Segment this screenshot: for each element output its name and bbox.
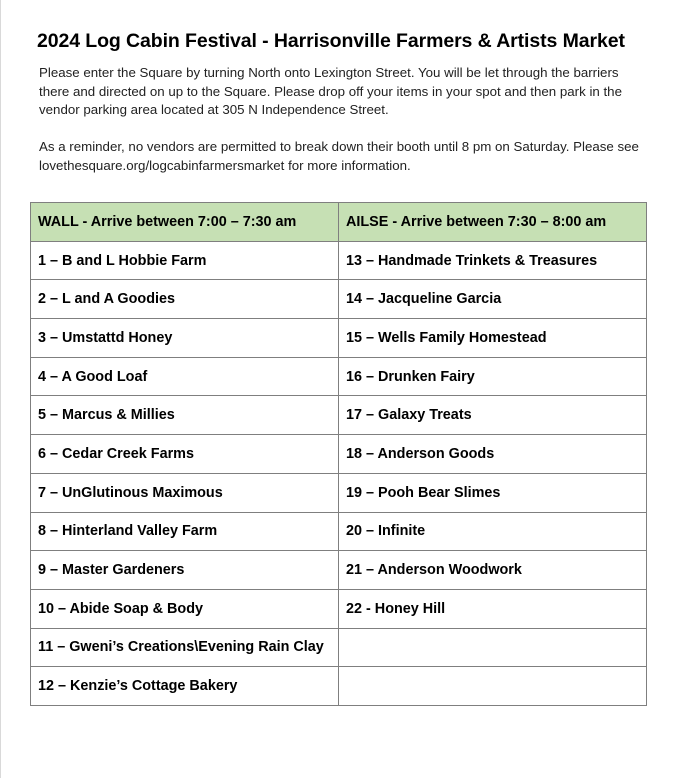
- vendor-arrival-table: [30, 202, 647, 706]
- wall-vendor-cell: 12 – Kenzie’s Cottage Bakery: [31, 667, 339, 706]
- table-row: [31, 473, 647, 512]
- table-header-row: [31, 203, 647, 242]
- table-row: [31, 667, 647, 706]
- aisle-vendor-cell: 17 – Galaxy Treats: [339, 396, 647, 435]
- aisle-vendor-cell: 20 – Infinite: [339, 512, 647, 551]
- table-row: [31, 435, 647, 474]
- table-row: [31, 319, 647, 358]
- intro-paragraph-reminder: As a reminder, no vendors are permitted to break down their booth until 8 pm on Saturday. Please see lovethesquare.org/logcabinfarmersmarket for more information.: [39, 139, 639, 173]
- wall-vendor-cell: 2 – L and A Goodies: [31, 280, 339, 319]
- table-row: [31, 512, 647, 551]
- aisle-vendor-cell: 19 – Pooh Bear Slimes: [339, 473, 647, 512]
- wall-vendor-cell: 8 – Hinterland Valley Farm: [31, 512, 339, 551]
- wall-vendor-cell: 6 – Cedar Creek Farms: [31, 435, 339, 474]
- aisle-vendor-cell: 15 – Wells Family Homestead: [339, 319, 647, 358]
- wall-vendor-cell: 9 – Master Gardeners: [31, 551, 339, 590]
- aisle-vendor-cell: 22 - Honey Hill: [339, 589, 647, 628]
- wall-vendor-cell: 3 – Umstattd Honey: [31, 319, 339, 358]
- wall-vendor-cell: 4 – A Good Loaf: [31, 357, 339, 396]
- aisle-vendor-cell: 18 – Anderson Goods: [339, 435, 647, 474]
- aisle-vendor-cell: 14 – Jacqueline Garcia: [339, 280, 647, 319]
- aisle-vendor-cell: [339, 628, 647, 667]
- table-row: [31, 357, 647, 396]
- aisle-vendor-cell: 21 – Anderson Woodwork: [339, 551, 647, 590]
- header-aisle: AILSE - Arrive between 7:30 – 8:00 am: [339, 203, 647, 242]
- table-row: [31, 280, 647, 319]
- table-row: [31, 628, 647, 667]
- table-row: [31, 551, 647, 590]
- table-row: [31, 241, 647, 280]
- wall-vendor-cell: 5 – Marcus & Millies: [31, 396, 339, 435]
- table-row: [31, 589, 647, 628]
- table-row: [31, 396, 647, 435]
- document-title: 2024 Log Cabin Festival - Harrisonville Farmers & Artists Market: [37, 30, 625, 52]
- aisle-vendor-cell: 13 – Handmade Trinkets & Treasures: [339, 241, 647, 280]
- intro-paragraph-directions: Please enter the Square by turning North onto Lexington Street. You will be let through the barriers there and directed on up to the Square. Please drop off your items in your spot and then park in the vendor parking area located at 305 N Independence Street.: [39, 65, 622, 117]
- aisle-vendor-cell: [339, 667, 647, 706]
- wall-vendor-cell: 10 – Abide Soap & Body: [31, 589, 339, 628]
- wall-vendor-cell: 7 – UnGlutinous Maximous: [31, 473, 339, 512]
- aisle-vendor-cell: 16 – Drunken Fairy: [339, 357, 647, 396]
- intro-text: [39, 64, 639, 175]
- wall-vendor-cell: 11 – Gweni’s Creations\Evening Rain Clay: [31, 628, 339, 667]
- header-wall: WALL - Arrive between 7:00 – 7:30 am: [31, 203, 339, 242]
- wall-vendor-cell: 1 – B and L Hobbie Farm: [31, 241, 339, 280]
